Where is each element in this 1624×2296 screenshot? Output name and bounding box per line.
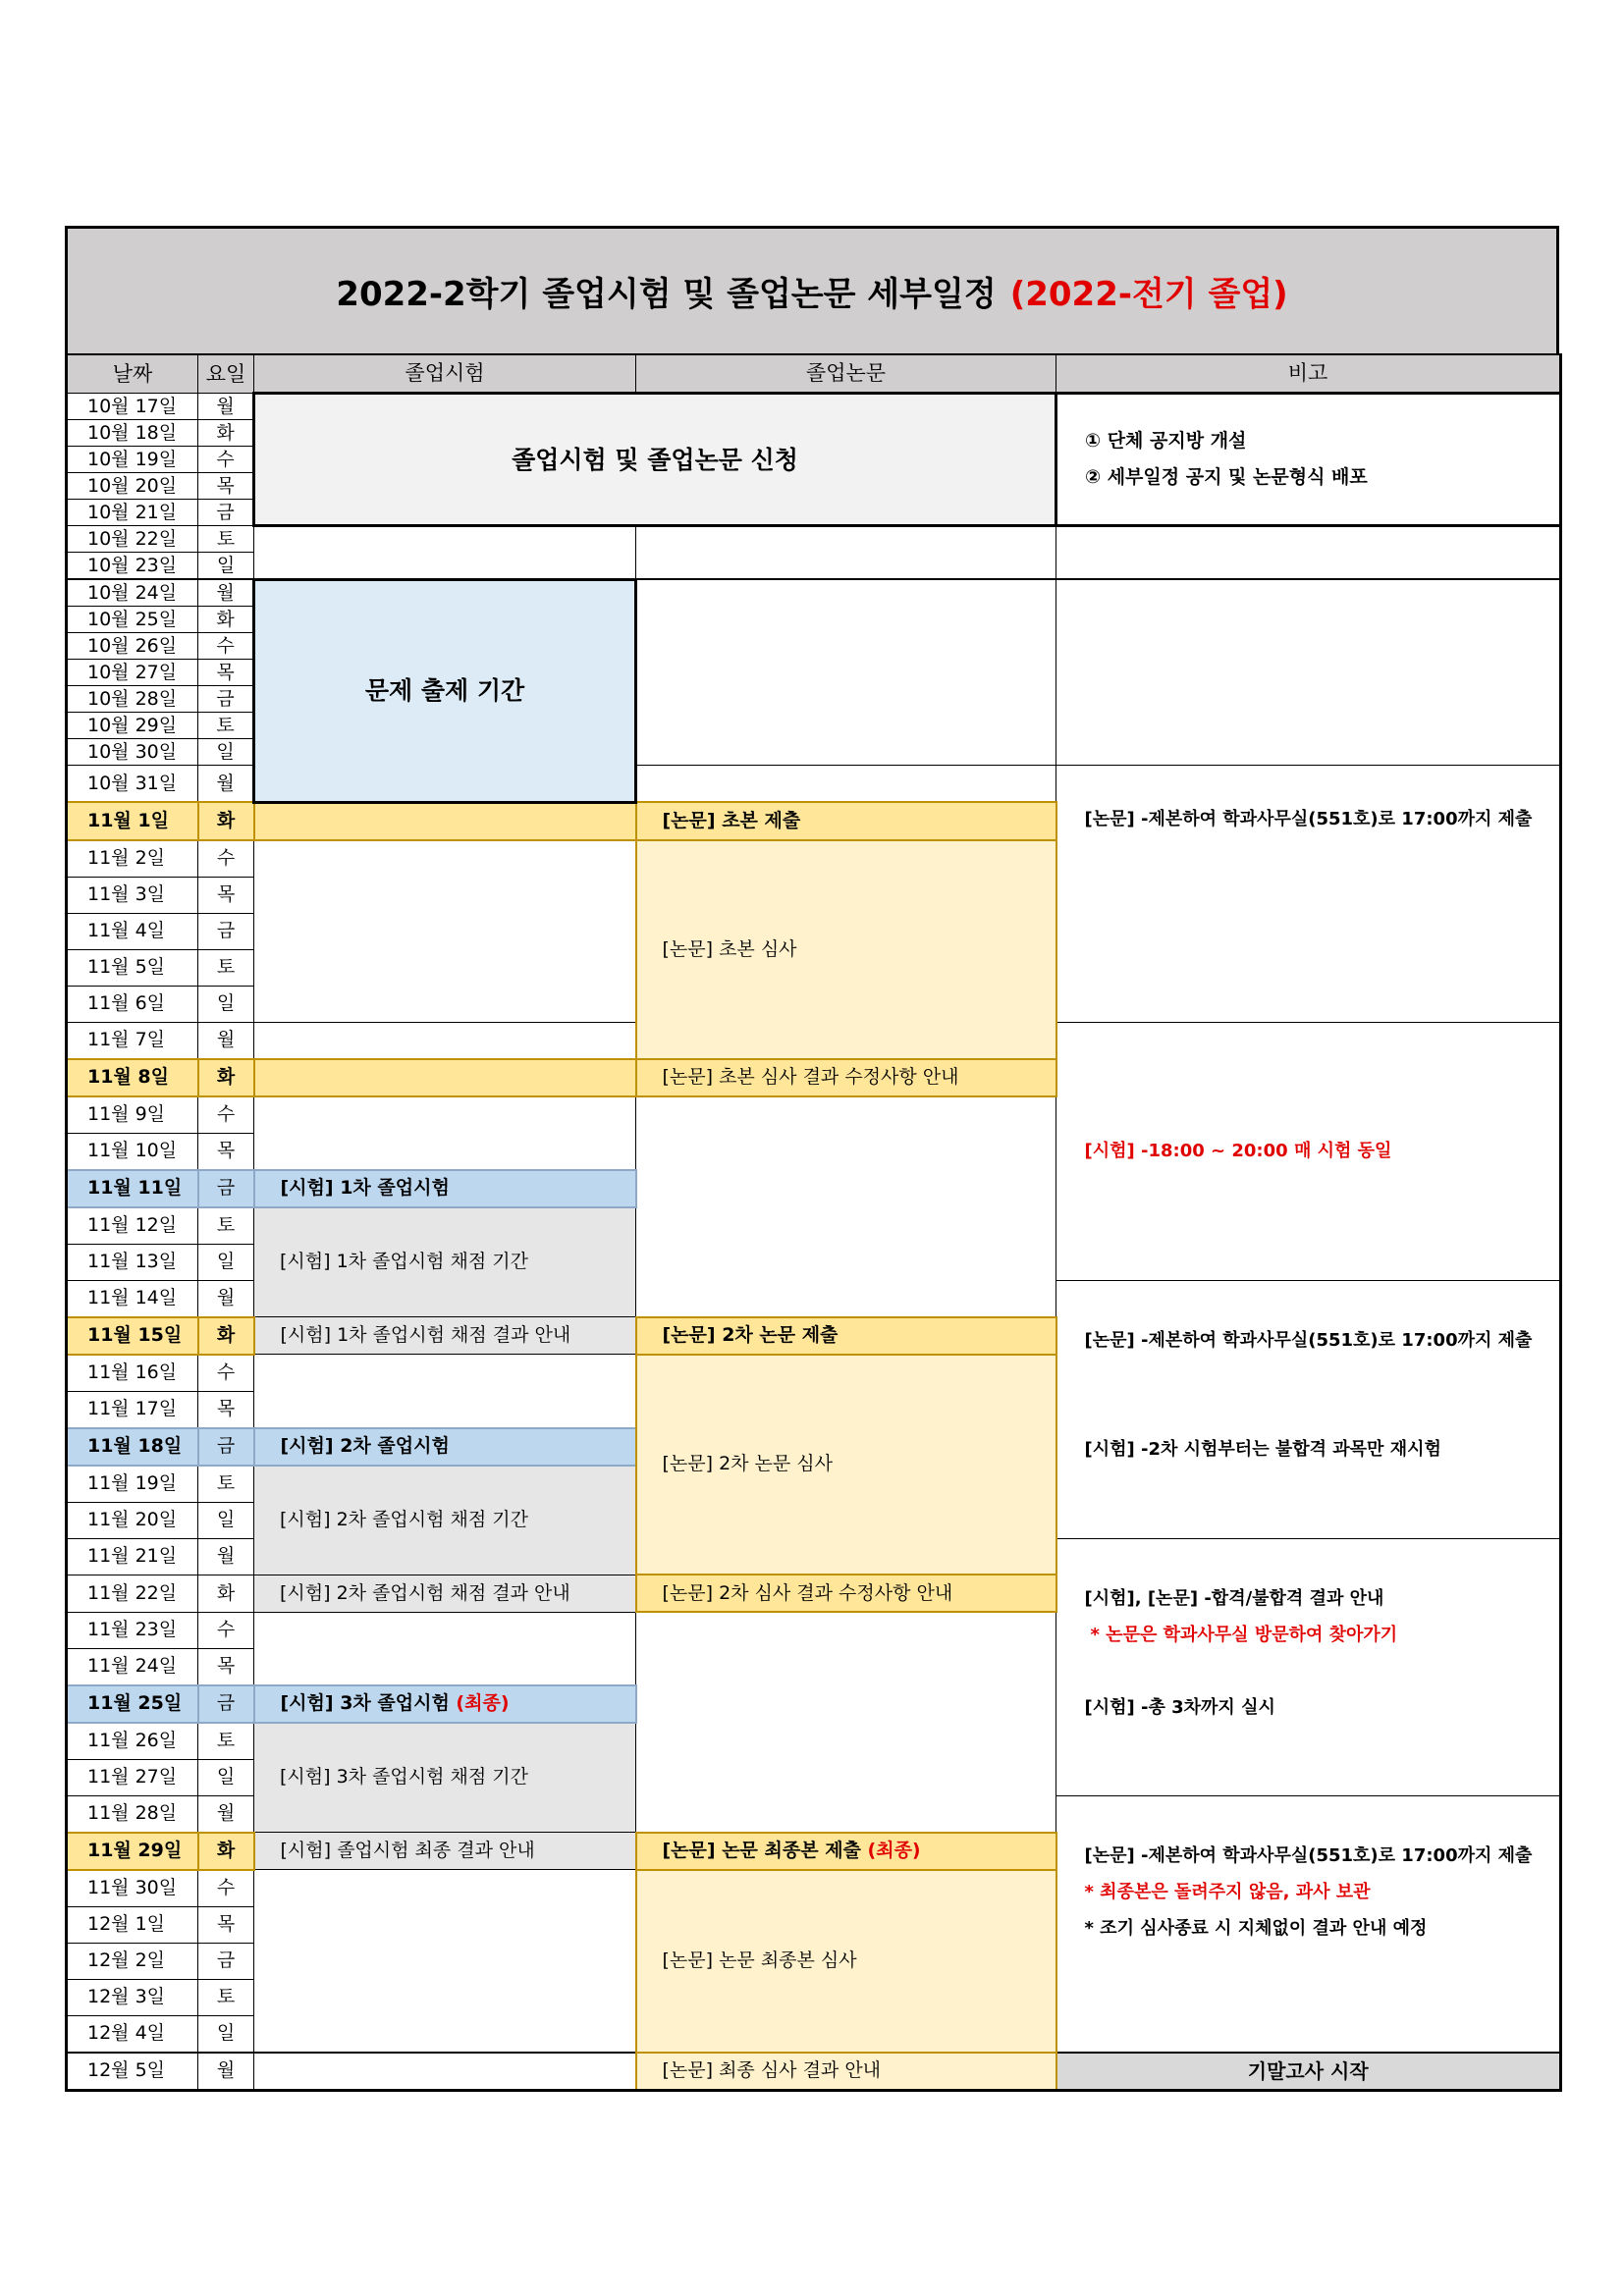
date-cell: 10월 31일 (67, 766, 198, 803)
draft-result: [논문] 초본 심사 결과 수정사항 안내 (636, 1059, 1056, 1096)
date-cell: 11월 14일 (67, 1280, 198, 1317)
empty-note-1 (1056, 526, 1561, 580)
dow-cell: 일 (198, 553, 254, 580)
date-cell: 11월 17일 (67, 1391, 198, 1428)
dow-cell: 월 (198, 2053, 254, 2091)
date-cell: 11월 18일 (67, 1428, 198, 1466)
dow-cell: 수 (198, 1870, 254, 1907)
exam1: [시험] 1차 졸업시험 (254, 1170, 636, 1207)
date-cell: 11월 4일 (67, 913, 198, 949)
final-notes: [논문] -제본하여 학과사무실(551호)로 17:00까지 제출 * 최종본은 돌려주지 않음, 과사 보관 * 조기 심사종료 시 지체없이 결과 안내 예정 (1056, 1795, 1561, 2053)
dow-cell: 토 (198, 1723, 254, 1760)
dow-cell: 목 (198, 473, 254, 500)
date-cell: 11월 12일 (67, 1207, 198, 1245)
thesis2-submit: [논문] 2차 논문 제출 (636, 1317, 1056, 1355)
date-cell: 11월 23일 (67, 1612, 198, 1648)
date-cell: 10월 29일 (67, 713, 198, 739)
empty-thesis-3 (636, 766, 1056, 803)
date-cell: 11월 30일 (67, 1870, 198, 1907)
empty-exam-6 (254, 1612, 636, 1685)
schedule-row (67, 579, 1561, 607)
dow-cell: 목 (198, 660, 254, 686)
schedule-row (67, 2053, 1561, 2091)
dow-cell: 수 (198, 447, 254, 473)
dow-cell: 금 (198, 1170, 254, 1207)
draft-note: [논문] -제본하여 학과사무실(551호)로 17:00까지 제출 (1056, 766, 1561, 1023)
title-main: 2022-2학기 졸업시험 및 졸업논문 세부일정 (336, 275, 997, 314)
dow-cell: 토 (198, 1207, 254, 1245)
dow-cell: 화 (198, 1833, 254, 1870)
dow-cell: 금 (198, 1428, 254, 1466)
date-cell: 11월 2일 (67, 840, 198, 878)
date-cell: 11월 6일 (67, 986, 198, 1022)
date-cell: 11월 5일 (67, 949, 198, 986)
date-cell: 11월 7일 (67, 1022, 198, 1059)
header-date: 날짜 (67, 354, 198, 394)
dow-cell: 토 (198, 1466, 254, 1503)
dow-cell: 토 (198, 713, 254, 739)
dow-cell: 화 (198, 802, 254, 840)
dow-cell: 토 (198, 949, 254, 986)
exam1-result: [시험] 1차 졸업시험 채점 결과 안내 (254, 1317, 636, 1355)
date-cell: 10월 27일 (67, 660, 198, 686)
exam-time-note: [시험] -18:00 ~ 20:00 매 시험 동일 (1056, 1022, 1561, 1280)
draft-review: [논문] 초본 심사 (636, 840, 1056, 1059)
header-thesis: 졸업논문 (636, 354, 1056, 394)
date-cell: 11월 1일 (67, 802, 198, 840)
dow-cell: 금 (198, 913, 254, 949)
dow-cell: 목 (198, 1648, 254, 1685)
dow-cell: 화 (198, 420, 254, 447)
date-cell: 11월 24일 (67, 1648, 198, 1685)
date-cell: 11월 21일 (67, 1538, 198, 1575)
date-cell: 12월 1일 (67, 1906, 198, 1943)
dow-cell: 일 (198, 2015, 254, 2053)
date-cell: 12월 3일 (67, 1979, 198, 2015)
dow-cell: 금 (198, 500, 254, 526)
dow-cell: 수 (198, 1355, 254, 1392)
date-cell: 11월 10일 (67, 1133, 198, 1170)
date-cell: 10월 23일 (67, 553, 198, 580)
empty-exam-3 (254, 1022, 636, 1059)
date-cell: 11월 27일 (67, 1759, 198, 1795)
date-cell: 12월 5일 (67, 2053, 198, 2091)
date-cell: 11월 26일 (67, 1723, 198, 1760)
dow-cell: 수 (198, 1612, 254, 1648)
date-cell: 11월 19일 (67, 1466, 198, 1503)
date-cell: 11월 8일 (67, 1059, 198, 1096)
date-cell: 11월 16일 (67, 1355, 198, 1392)
dow-cell: 목 (198, 1391, 254, 1428)
exam3: [시험] 3차 졸업시험 (최종) (254, 1685, 636, 1723)
apply-note: ① 단체 공지방 개설 ② 세부일정 공지 및 논문형식 배포 (1056, 394, 1561, 526)
dow-cell: 일 (198, 1244, 254, 1280)
dow-cell: 목 (198, 877, 254, 913)
empty-exam-8 (254, 2053, 636, 2091)
exam3-grading: [시험] 3차 졸업시험 채점 기간 (254, 1723, 636, 1833)
date-cell: 11월 22일 (67, 1575, 198, 1612)
exam2-grading: [시험] 2차 졸업시험 채점 기간 (254, 1466, 636, 1575)
schedule-row (67, 526, 1561, 553)
dow-cell: 수 (198, 633, 254, 660)
empty-note-2 (1056, 579, 1561, 766)
empty-thesis-2 (636, 579, 1056, 766)
date-cell: 10월 25일 (67, 607, 198, 633)
date-cell: 10월 26일 (67, 633, 198, 660)
date-cell: 10월 18일 (67, 420, 198, 447)
exam2: [시험] 2차 졸업시험 (254, 1428, 636, 1466)
dow-cell: 월 (198, 1538, 254, 1575)
date-cell: 10월 24일 (67, 579, 198, 607)
empty-exam-2 (254, 840, 636, 1023)
date-cell: 10월 22일 (67, 526, 198, 553)
result-notes: [시험], [논문] -합격/불합격 결과 안내 * 논문은 학과사무실 방문하여 찾아가기 [시험] -총 3차까지 실시 (1056, 1538, 1561, 1795)
finals-start: 기말고사 시작 (1056, 2053, 1561, 2091)
apply-block: 졸업시험 및 졸업논문 신청 (254, 394, 1056, 526)
dow-cell: 목 (198, 1906, 254, 1943)
dow-cell: 월 (198, 1795, 254, 1833)
dow-cell: 화 (198, 1317, 254, 1355)
header-dow: 요일 (198, 354, 254, 394)
dow-cell: 월 (198, 394, 254, 420)
dow-cell: 토 (198, 1979, 254, 2015)
exam1-grading: [시험] 1차 졸업시험 채점 기간 (254, 1207, 636, 1317)
thesis2-notes: [논문] -제본하여 학과사무실(551호)로 17:00까지 제출 [시험] -2차 시험부터는 불합격 과목만 재시험 (1056, 1280, 1561, 1538)
date-cell: 10월 28일 (67, 686, 198, 713)
empty-exam-hl-1 (254, 802, 636, 840)
empty-exam-4 (254, 1096, 636, 1170)
dow-cell: 금 (198, 1943, 254, 1979)
thesis2-review: [논문] 2차 논문 심사 (636, 1355, 1056, 1575)
date-cell: 11월 15일 (67, 1317, 198, 1355)
dow-cell: 일 (198, 739, 254, 766)
date-cell: 11월 29일 (67, 1833, 198, 1870)
dow-cell: 금 (198, 1685, 254, 1723)
date-cell: 12월 4일 (67, 2015, 198, 2053)
dow-cell: 화 (198, 1059, 254, 1096)
header-row (67, 354, 1561, 394)
header-note: 비고 (1056, 354, 1561, 394)
date-cell: 12월 2일 (67, 1943, 198, 1979)
dow-cell: 월 (198, 1280, 254, 1317)
empty-thesis-4 (636, 1096, 1056, 1317)
date-cell: 10월 20일 (67, 473, 198, 500)
dow-cell: 토 (198, 526, 254, 553)
dow-cell: 월 (198, 579, 254, 607)
dow-cell: 수 (198, 840, 254, 878)
title-highlight: (2022-전기 졸업) (1009, 275, 1288, 314)
date-cell: 11월 3일 (67, 877, 198, 913)
final-submit: [논문] 논문 최종본 제출 (최종) (636, 1833, 1056, 1870)
empty-thesis-1 (636, 526, 1056, 580)
dow-cell: 일 (198, 986, 254, 1022)
schedule-row (67, 394, 1561, 420)
empty-exam-7 (254, 1870, 636, 2053)
dow-cell: 일 (198, 1759, 254, 1795)
page-title (65, 226, 1559, 353)
schedule-body (67, 394, 1561, 2091)
question-period-block: 문제 출제 기간 (254, 579, 636, 802)
dow-cell: 금 (198, 686, 254, 713)
empty-thesis-5 (636, 1612, 1056, 1833)
dow-cell: 목 (198, 1133, 254, 1170)
dow-cell: 화 (198, 1575, 254, 1612)
dow-cell: 월 (198, 766, 254, 803)
date-cell: 11월 20일 (67, 1502, 198, 1538)
date-cell: 10월 19일 (67, 447, 198, 473)
date-cell: 11월 25일 (67, 1685, 198, 1723)
date-cell: 11월 11일 (67, 1170, 198, 1207)
exam2-result: [시험] 2차 졸업시험 채점 결과 안내 (254, 1575, 636, 1612)
dow-cell: 화 (198, 607, 254, 633)
draft-submit: [논문] 초본 제출 (636, 802, 1056, 840)
thesis2-result: [논문] 2차 심사 결과 수정사항 안내 (636, 1575, 1056, 1612)
date-cell: 11월 9일 (67, 1096, 198, 1134)
date-cell: 11월 28일 (67, 1795, 198, 1833)
exam-final-result: [시험] 졸업시험 최종 결과 안내 (254, 1833, 636, 1870)
empty-exam-5 (254, 1355, 636, 1428)
empty-exam-1 (254, 526, 636, 580)
schedule-table (65, 353, 1562, 2092)
schedule-sheet (65, 226, 1557, 2092)
empty-exam-hl-2 (254, 1059, 636, 1096)
date-cell: 10월 30일 (67, 739, 198, 766)
dow-cell: 일 (198, 1502, 254, 1538)
date-cell: 10월 21일 (67, 500, 198, 526)
final-review: [논문] 논문 최종본 심사 (636, 1870, 1056, 2053)
date-cell: 10월 17일 (67, 394, 198, 420)
dow-cell: 수 (198, 1096, 254, 1134)
dow-cell: 월 (198, 1022, 254, 1059)
final-result: [논문] 최종 심사 결과 안내 (636, 2053, 1056, 2091)
header-exam: 졸업시험 (254, 354, 636, 394)
date-cell: 11월 13일 (67, 1244, 198, 1280)
